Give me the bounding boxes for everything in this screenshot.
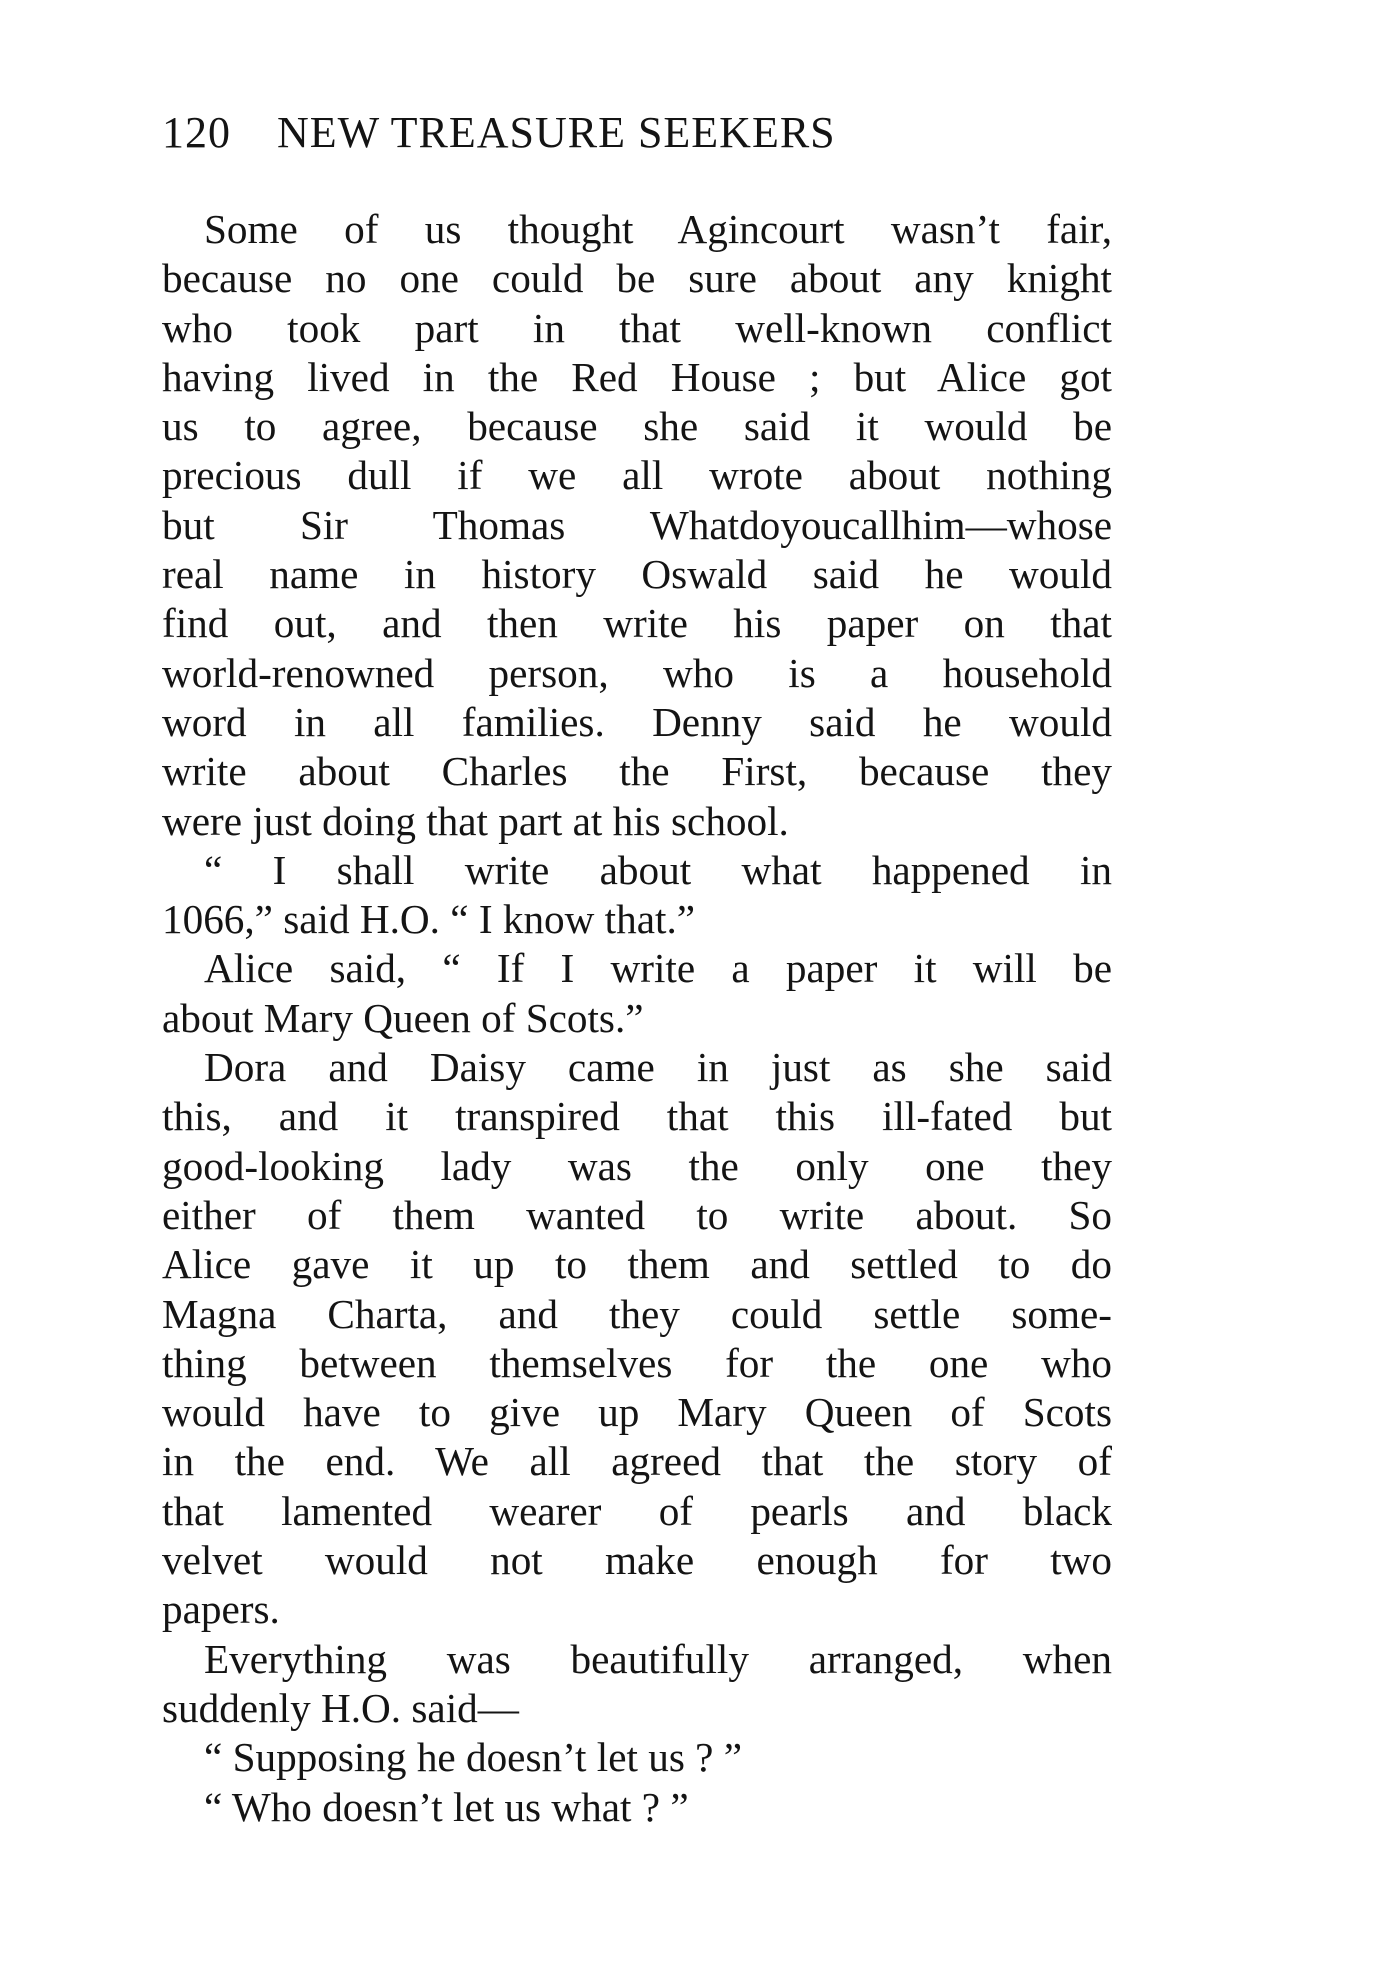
text-line: because no one could be sure about any knight xyxy=(162,255,1112,302)
text-line: Dora and Daisy came in just as she said xyxy=(204,1044,1112,1091)
text-line: “ I shall write about what happened in xyxy=(204,846,1112,893)
running-head xyxy=(162,105,1122,161)
paragraph xyxy=(162,1733,1112,1782)
paragraph xyxy=(162,1635,1112,1734)
text-line: velvet would not make enough for two xyxy=(162,1537,1112,1584)
text-line: Magna Charta, and they could settle some- xyxy=(162,1290,1112,1337)
text-line: write about Charles the First, because they xyxy=(162,748,1112,795)
paragraph xyxy=(162,1043,1112,1635)
text-line: us to agree, because she said it would be xyxy=(162,403,1112,450)
text-line: were just doing that part at his school. xyxy=(162,797,789,844)
text-line: find out, and then write his paper on that xyxy=(162,600,1112,647)
text-line: 1066,” said H.O. “ I know that.” xyxy=(162,896,696,943)
text-line: would have to give up Mary Queen of Scots xyxy=(162,1389,1112,1436)
body-text xyxy=(162,205,1112,1832)
text-line: Alice gave it up to them and settled to do xyxy=(162,1241,1112,1288)
text-line: suddenly H.O. said— xyxy=(162,1684,519,1731)
text-line: Alice said, “ If I write a paper it will be xyxy=(204,945,1112,992)
text-line: world-renowned person, who is a household xyxy=(162,649,1112,696)
text-line: good-looking lady was the only one they xyxy=(162,1142,1112,1189)
paragraph xyxy=(162,846,1112,945)
paragraph xyxy=(162,1783,1112,1832)
text-line: word in all families. Denny said he would xyxy=(162,698,1112,745)
book-title: NEW TREASURE SEEKERS xyxy=(277,108,836,157)
text-line: precious dull if we all wrote about nothing xyxy=(162,452,1112,499)
text-line: in the end. We all agreed that the story of xyxy=(162,1438,1112,1485)
text-line: thing between themselves for the one who xyxy=(162,1339,1112,1386)
text-line: who took part in that well-known conflict xyxy=(162,304,1112,351)
text-line: about Mary Queen of Scots.” xyxy=(162,994,644,1041)
text-line: having lived in the Red House ; but Alice got xyxy=(162,353,1112,400)
text-line: this, and it transpired that this ill-fated but xyxy=(162,1093,1112,1140)
text-line: real name in history Oswald said he would xyxy=(162,551,1112,598)
text-line: “ Who doesn’t let us what ? ” xyxy=(204,1783,689,1830)
paragraph xyxy=(162,205,1112,846)
text-line: either of them wanted to write about. So xyxy=(162,1191,1112,1238)
text-line: “ Supposing he doesn’t let us ? ” xyxy=(204,1734,743,1781)
paragraph xyxy=(162,944,1112,1043)
text-line: Some of us thought Agincourt wasn’t fair, xyxy=(204,206,1112,252)
text-line: but Sir Thomas Whatdoyoucallhim—whose xyxy=(162,501,1112,548)
text-line: that lamented wearer of pearls and black xyxy=(162,1487,1112,1534)
page-number: 120 xyxy=(162,108,231,157)
text-line: Everything was beautifully arranged, when xyxy=(204,1635,1112,1682)
text-line: papers. xyxy=(162,1586,280,1633)
